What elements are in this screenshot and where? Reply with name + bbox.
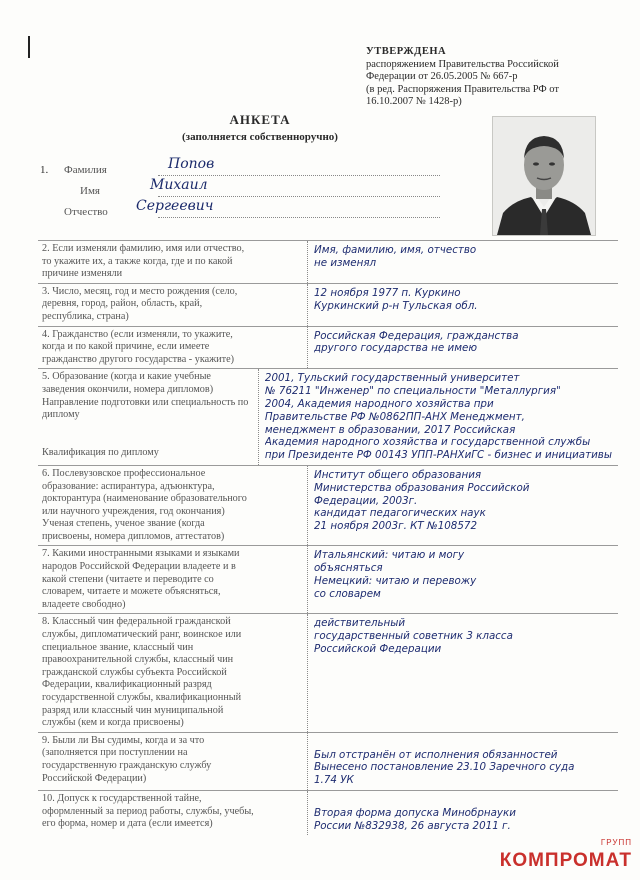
- table-row: [38, 465, 618, 546]
- approval-line: 16.10.2007 № 1428-р): [366, 96, 462, 107]
- question-line: государственной службы, квалификационный: [42, 692, 242, 704]
- question-cell: [38, 241, 308, 283]
- question-line: 8. Классный чин федеральной гражданской: [42, 616, 231, 628]
- first-name-label: Имя: [80, 185, 100, 197]
- handwritten-answer-line: Куркинский р-н Тульская обл.: [314, 299, 478, 312]
- table-row: [38, 240, 618, 283]
- watermark-group-text: ГРУПП: [600, 838, 632, 847]
- handwritten-answer-line: менеджмент в образовании, 2017 Российская: [264, 423, 516, 436]
- handwritten-answer-line: государственный советник 3 класса: [314, 630, 513, 643]
- question-line: Российской Федерации): [42, 772, 147, 784]
- handwritten-answer-line: Институт общего образования: [314, 468, 482, 481]
- question-line: 7. Какими иностранными языками и языками: [42, 548, 240, 560]
- questionnaire-table: [38, 240, 618, 835]
- approval-line: Федерации от 26.05.2005 № 667-р: [366, 71, 518, 82]
- answer-cell: [308, 466, 618, 546]
- question-line: причине изменяли: [42, 268, 123, 280]
- document-header: [120, 112, 400, 143]
- handwritten-answer-line: [314, 794, 612, 807]
- handwritten-answer-line: Российской Федерации: [314, 643, 442, 656]
- question-line: специальное звание, классный чин: [42, 641, 194, 653]
- handwritten-answer-line: объясняться: [314, 562, 383, 575]
- question-line: государственную гражданскую службу: [42, 759, 212, 771]
- question-line: его форма, номер и дата (если имеется): [42, 818, 213, 830]
- handwritten-answer-line: кандидат педагогических наук: [314, 507, 486, 520]
- handwritten-answer-line: 2004, Академия народного хозяйства при: [264, 397, 494, 410]
- handwritten-answer-line: 12 ноября 1977 п. Куркино: [314, 286, 461, 299]
- question-line: когда и по какой причине, если имеете: [42, 341, 210, 353]
- question-line: правоохранительной службы, классный чин: [42, 654, 234, 666]
- handwritten-answer-line: Министерства образования Российской: [314, 481, 530, 494]
- handwritten-answer-line: Вторая форма допуска Минобрнауки: [314, 806, 516, 819]
- handwritten-answer-line: Итальянский: читаю и могу: [314, 549, 465, 562]
- answer-cell: [308, 733, 618, 790]
- answer-cell: [308, 614, 618, 731]
- document-subtitle: (заполняется собственноручно): [182, 131, 338, 143]
- first-name-row: [40, 179, 460, 200]
- question-line: заведения окончили, номера дипломов): [42, 383, 214, 395]
- question-line: докторантура (наименование образовательного: [42, 493, 247, 505]
- document-title: АНКЕТА: [229, 112, 291, 127]
- question-cell: [38, 327, 308, 369]
- question-line: [42, 422, 254, 435]
- approval-line: (в ред. Распоряжения Правительства РФ от: [366, 83, 560, 95]
- question-line: оформленный за период работы, службы, учебы,: [42, 805, 254, 817]
- patronymic-label: Отчество: [64, 206, 108, 218]
- question-line: диплому: [42, 409, 80, 421]
- approval-stamp: [366, 46, 606, 109]
- fill-line: [158, 217, 440, 218]
- handwritten-answer-line: Академия народного хозяйства и государственной службы: [264, 436, 591, 449]
- question-line: словарем, читаете и можете объясняться,: [42, 586, 221, 598]
- question-cell: [38, 369, 259, 465]
- table-row: [38, 613, 618, 731]
- question-line: службы, дипломатический ранг, воинское или: [42, 629, 242, 641]
- table-row: [38, 732, 618, 790]
- watermark-main-text: КОМПРОМАТ: [499, 850, 632, 871]
- question-cell: [38, 284, 308, 326]
- handwritten-answer-line: [314, 736, 612, 749]
- watermark-logo: [488, 838, 636, 878]
- question-line: 6. Послевузовское профессиональное: [42, 467, 206, 479]
- approval-title: УТВЕРЖДЕНА: [366, 46, 447, 57]
- approval-line: распоряжением Правительства Российской: [366, 58, 559, 70]
- question-line: 2. Если изменяли фамилию, имя или отчество,: [42, 243, 245, 254]
- table-row: [38, 545, 618, 613]
- handwritten-answer-line: Был отстранён от исполнения обязанностей: [314, 748, 558, 761]
- surname-row: [40, 158, 460, 179]
- question-line: (заполняется при поступлении на: [42, 747, 188, 759]
- question-line: Направление подготовки или специальность по: [42, 396, 249, 408]
- surname-value: Попов: [168, 156, 215, 172]
- question-line: 4. Гражданство (если изменяли, то укажите,: [42, 328, 233, 340]
- handwritten-answer-line: Российская Федерация, гражданства: [314, 329, 519, 342]
- question-line: 10. Допуск к государственной тайне,: [42, 792, 202, 804]
- question-line: службы (кем и когда присвоены): [42, 717, 184, 729]
- answer-cell: [259, 369, 618, 465]
- handwritten-answer-line: другого государства не имею: [314, 342, 477, 355]
- page-corner-mark: [28, 36, 30, 58]
- question-cell: [38, 733, 308, 790]
- answer-cell: [308, 791, 618, 835]
- personal-name-section: [40, 158, 460, 221]
- question-cell: [38, 546, 308, 613]
- patronymic-value: Сергеевич: [136, 198, 214, 214]
- item-number: 1.: [40, 164, 49, 176]
- question-line: Квалификация по диплому: [42, 446, 159, 458]
- question-line: деревня, город, район, область, край,: [42, 298, 203, 310]
- handwritten-answer-line: Немецкий: читаю и перевожу: [314, 575, 477, 588]
- question-line: гражданство другого государства - укажите): [42, 353, 234, 365]
- question-line: 5. Образование (когда и какие учебные: [42, 371, 211, 383]
- question-line: [42, 434, 254, 447]
- question-line: владеете свободно): [42, 598, 126, 610]
- question-cell: [38, 791, 308, 835]
- handwritten-answer-line: России №832938, 26 августа 2011 г.: [314, 819, 511, 832]
- answer-cell: [308, 327, 618, 369]
- answer-cell: [308, 284, 618, 326]
- surname-label: Фамилия: [64, 164, 107, 176]
- question-line: Ученая степень, ученое звание (когда: [42, 518, 205, 530]
- handwritten-answer-line: со словарем: [314, 587, 381, 600]
- table-row: [38, 368, 618, 465]
- answer-cell: [308, 241, 618, 283]
- handwritten-answer-line: 21 ноября 2003г. КТ №108572: [314, 520, 478, 533]
- table-row: [38, 326, 618, 369]
- question-line: Федерации, квалификационный разряд: [42, 679, 212, 691]
- question-cell: [38, 614, 308, 731]
- question-line: разряд или классный чин муниципальной: [42, 704, 224, 716]
- question-line: образование: аспирантура, адъюнктура,: [42, 480, 215, 492]
- handwritten-answer-line: не изменял: [314, 256, 377, 269]
- handwritten-answer-line: № 76211 "Инженер" по специальности "Металлургия": [264, 385, 561, 398]
- handwritten-answer-line: 2001, Тульский государственный университет: [264, 372, 520, 385]
- handwritten-answer-line: Правительстве РФ №0862ПП-АНХ Менеджмент,: [264, 410, 525, 423]
- question-cell: [38, 466, 308, 546]
- answer-cell: [308, 546, 618, 613]
- fill-line: [158, 175, 440, 176]
- question-line: присвоены, номера дипломов, аттестатов): [42, 530, 225, 542]
- applicant-photo: [492, 116, 596, 236]
- handwritten-answer-line: Имя, фамилию, имя, отчество: [314, 244, 477, 256]
- handwritten-answer-line: при Президенте РФ 00143 УПП-РАНХиГС - бизнес и инициативы: [264, 449, 612, 462]
- portrait-image: [493, 117, 595, 235]
- question-line: какой степени (читаете и переводите со: [42, 573, 214, 585]
- fill-line: [158, 196, 440, 197]
- handwritten-answer-line: Вынесено постановление 23.10 Заречного суда: [314, 761, 575, 774]
- question-line: народов Российской Федерации владеете и в: [42, 561, 236, 573]
- table-row: [38, 790, 618, 835]
- question-line: то укажите их, а также когда, где и по какой: [42, 255, 233, 267]
- handwritten-answer-line: 1.74 УК: [314, 774, 354, 787]
- question-line: гражданской службы субъекта Российской: [42, 666, 227, 678]
- first-name-value: Михаил: [150, 177, 208, 193]
- patronymic-row: [40, 200, 460, 221]
- handwritten-answer-line: действительный: [314, 617, 406, 630]
- table-row: [38, 283, 618, 326]
- question-line: 9. Были ли Вы судимы, когда и за что: [42, 734, 205, 746]
- question-line: республика, страна): [42, 310, 129, 322]
- question-line: или научного учреждения, год окончания): [42, 505, 225, 517]
- question-line: 3. Число, месяц, год и место рождения (село,: [42, 285, 238, 297]
- handwritten-answer-line: Федерации, 2003г.: [314, 494, 418, 507]
